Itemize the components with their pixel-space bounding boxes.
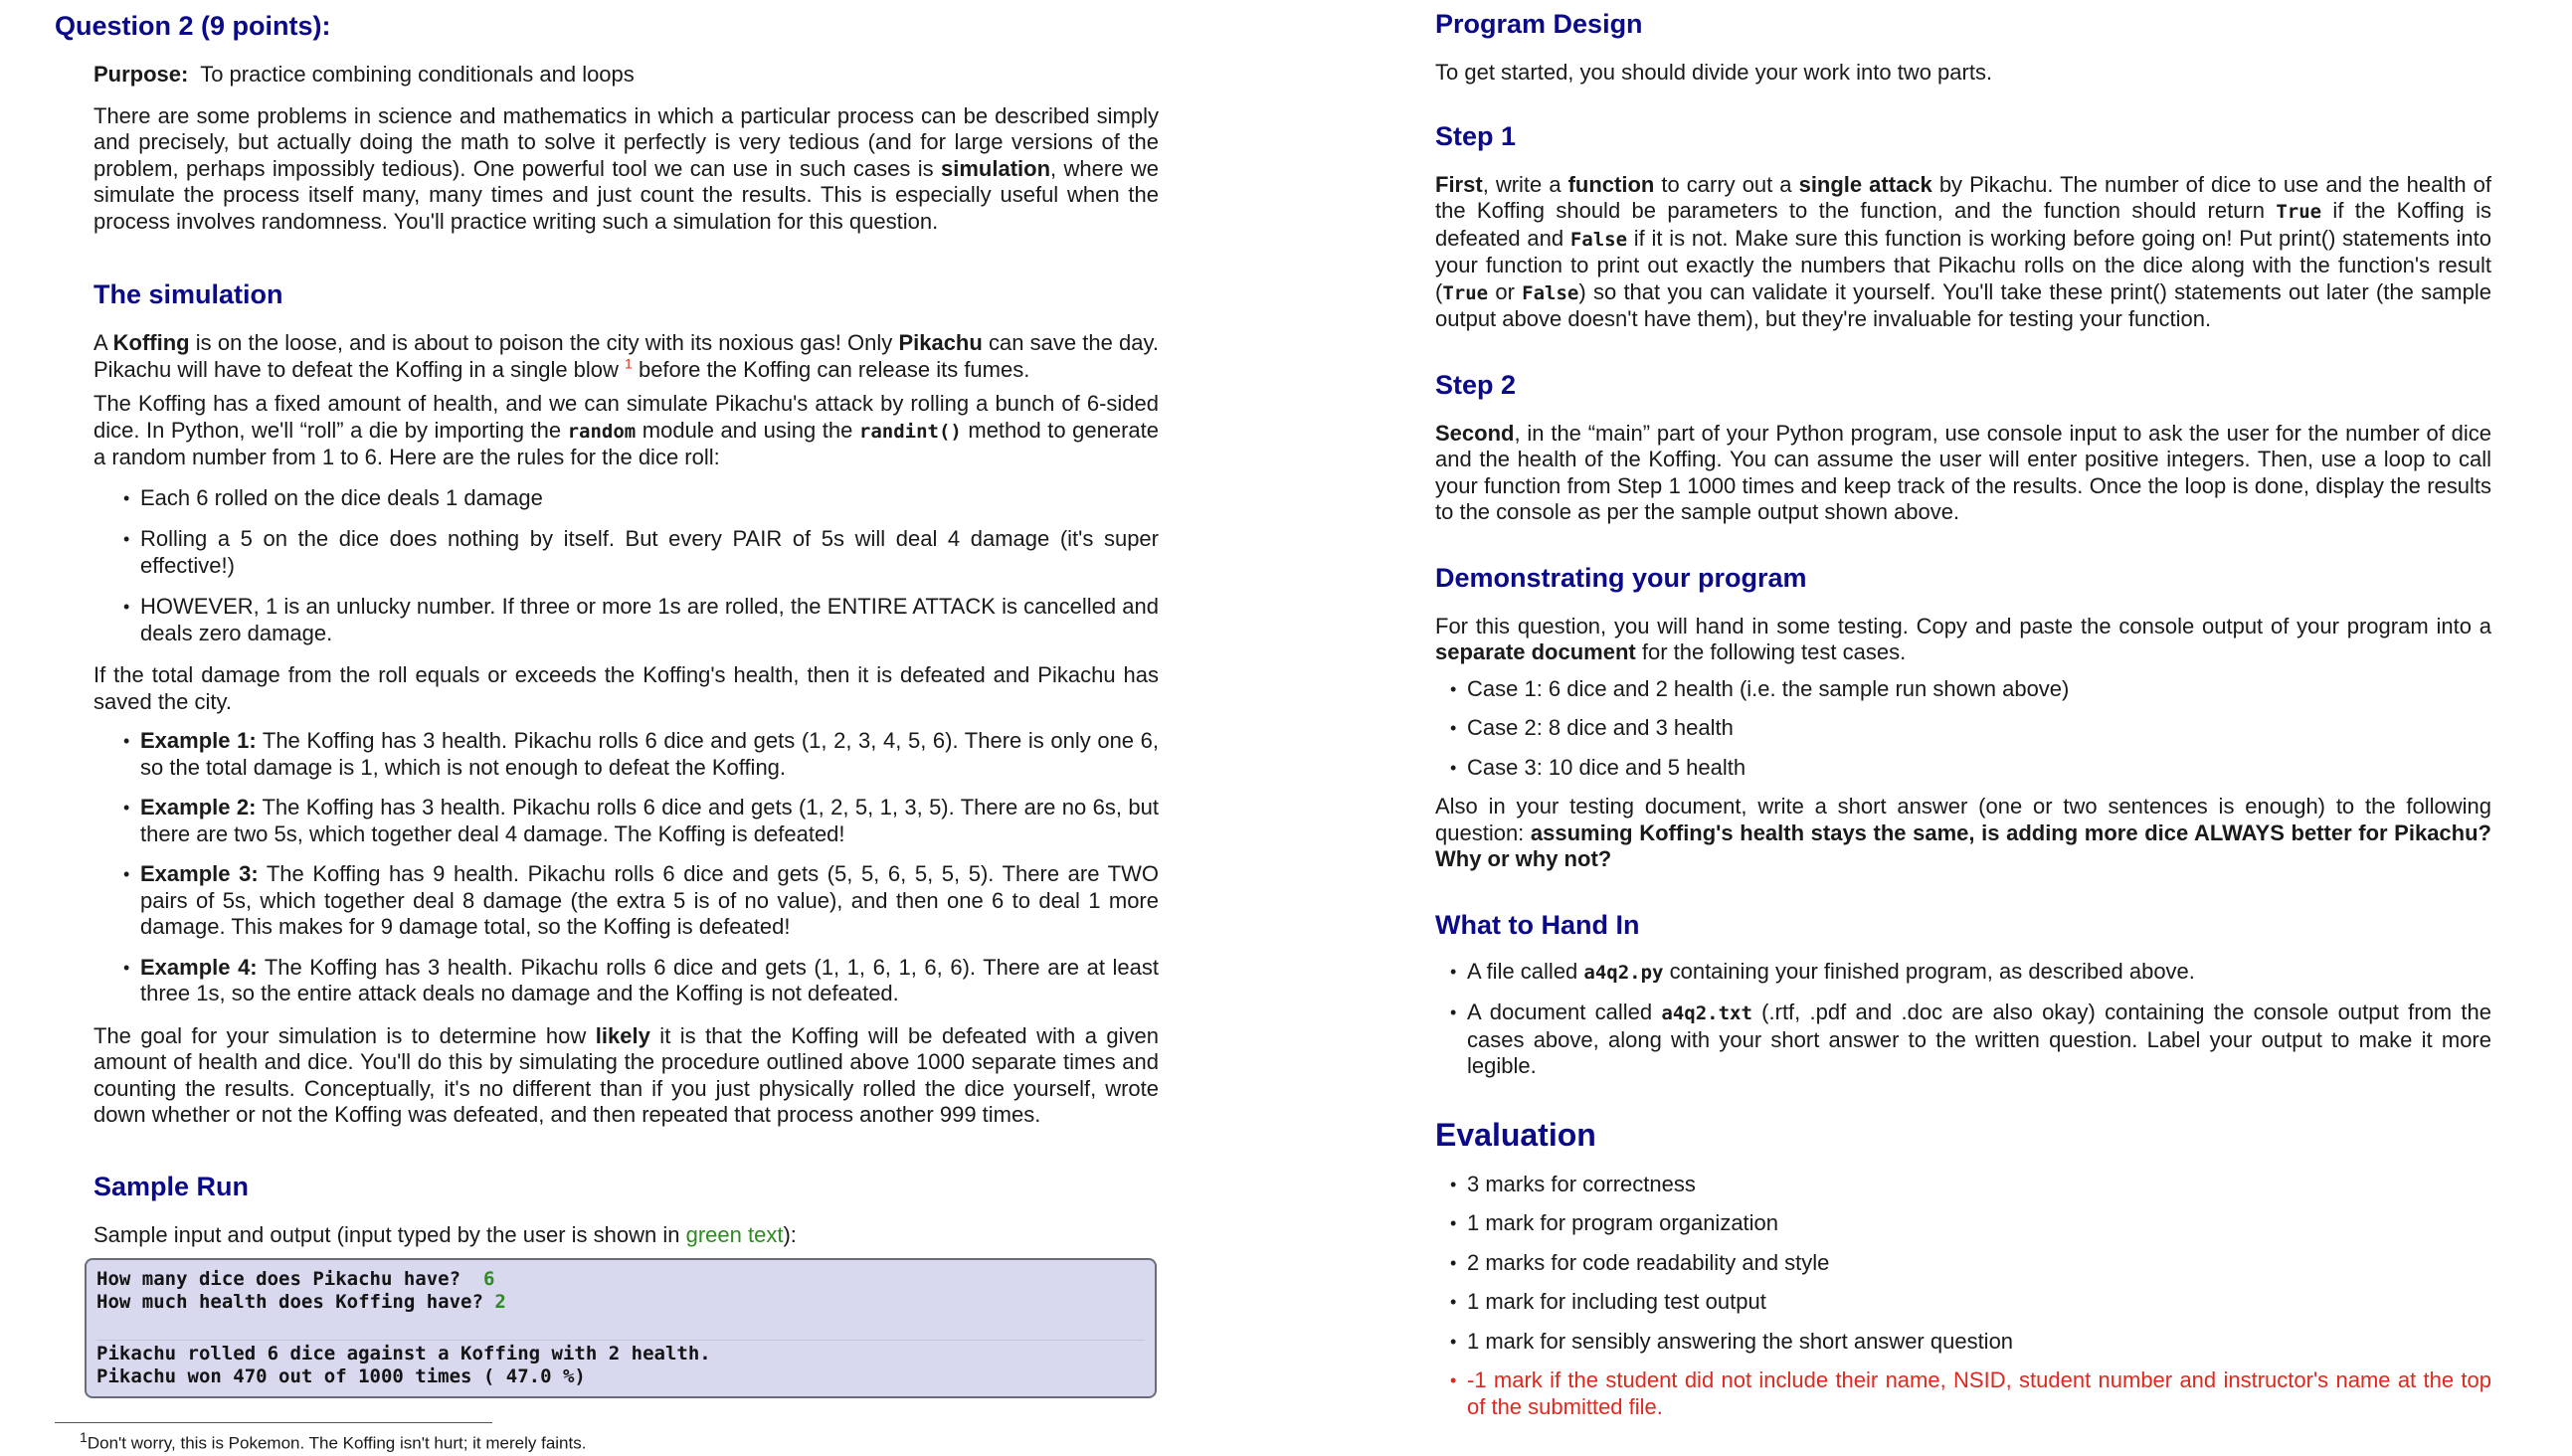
program-design-heading: Program Design — [1435, 9, 1643, 39]
footnote: $^1$Don't worry, this is Pokemon. The Koffing isn't hurt; it merely faints. — [80, 1430, 587, 1453]
examples-list — [55, 728, 1159, 1007]
code-line: How much health does Koffing have? 2 — [96, 1291, 506, 1313]
mark-item: • 1 mark for sensibly answering the short answer question — [1420, 1329, 2491, 1356]
simulation-paragraph-2: The Koffing has a fixed amount of health, and we can simulate Pikachu's attack by rolling a bunch of 6-sided dice. In Python, we'll “roll” a die by importing the random module and using the randint() method to generate a random number from 1 to 6. Here are the rules for the dice roll: — [93, 391, 1159, 469]
penalty-item: • -1 mark if the student did not include their name, NSID, student number and instructor's name at the top of the submitted file. — [1420, 1367, 2491, 1420]
test-case-item: • Case 3: 10 dice and 5 health — [1420, 755, 2491, 782]
rule-item: • Rolling a 5 on the dice does nothing by itself. But every PAIR of 5s will deal 4 damage (it's super effective!) — [93, 526, 1159, 579]
rule-item: • Each 6 rolled on the dice deals 1 damage — [93, 485, 1159, 512]
test-case-item: • Case 2: 8 dice and 3 health — [1420, 715, 2491, 742]
mark-item: • 3 marks for correctness — [1420, 1172, 2491, 1198]
total-damage-paragraph: If the total damage from the roll equals or exceeds the Koffing's health, then it is defeated and Pikachu has saved the city. — [93, 662, 1159, 714]
footnote-divider — [55, 1422, 492, 1423]
mark-item: • 1 mark for including test output — [1420, 1289, 2491, 1316]
evaluation-list — [1420, 1172, 2491, 1421]
goal-paragraph: The goal for your simulation is to determine how likely it is that the Koffing will be defeated with a given amount of health and dice. You'll do this by simulating the procedure outlined above 1000 separate times and counting the results. Conceptually, it's no different than if you just physically rolled the dice yourself, wrote down whether or not the Koffing was defeated, and then repeated that process another 999 times. — [93, 1022, 1159, 1127]
intro-paragraph: There are some problems in science and mathematics in which a particular process can be described simply and precisely, but actually doing the math to solve it perfectly is very tedious (and for large versions of the problem, perhaps impossibly tedious). One powerful tool we can use in such cases is simulation, where we simulate the process itself many, many times and just count the results. This is especially useful when the process involves randomness. You'll practice writing such a simulation for this question. — [93, 102, 1159, 234]
right-column — [1435, 0, 2491, 1420]
demonstrating-paragraph: For this question, you will hand in some testing. Copy and paste the console output of your program into a separate document for the following test cases. — [1435, 613, 2491, 664]
purpose-line — [55, 62, 1159, 89]
user-input: 6 — [482, 1268, 495, 1290]
step2-heading: Step 2 — [1435, 369, 1517, 400]
hand-in-heading: What to Hand In — [1435, 909, 1640, 940]
example-item: • Example 2: The Koffing has 3 health. Pikachu rolls 6 dice and gets (1, 2, 5, 1, 3, 5). There are no 6s, but there are two 5s, which together deal 4 damage. The Koffing is defeated! — [93, 795, 1159, 847]
example-item: • Example 4: The Koffing has 3 health. Pikachu rolls 6 dice and gets (1, 1, 6, 1, 6, 6). There are at least three 1s, so the entire attack deals no damage and the Koffing is not defeated. — [93, 955, 1159, 1007]
step1-heading: Step 1 — [1435, 120, 1517, 151]
rule-item: • HOWEVER, 1 is an unlucky number. If three or more 1s are rolled, the ENTIRE ATTACK is cancelled and deals zero damage. — [93, 594, 1159, 646]
test-case-item: • Case 1: 6 dice and 2 health (i.e. the sample run shown above) — [1420, 676, 2491, 703]
example-item: • Example 1: The Koffing has 3 health. Pikachu rolls 6 dice and gets (1, 2, 3, 4, 5, 6). There is only one 6, so the total damage is 1, which is not enough to defeat the Koffing. — [93, 728, 1159, 781]
test-cases-list — [1420, 676, 2491, 782]
rules-list — [55, 485, 1159, 647]
step2-paragraph: Second, in the “main” part of your Python program, use console input to ask the user for the number of dice and the health of the Koffing. You can assume the user will enter positive integers. Then, use a loop to call your function from Step 1 1000 times and keep track of the results. Once the loop is done, display the results to the console as per the sample output shown above. — [1435, 420, 2491, 524]
mark-item: • 1 mark for program organization — [1420, 1210, 2491, 1237]
evaluation-heading: Evaluation — [1435, 1116, 1596, 1153]
code-line: How many dice does Pikachu have? 6 — [96, 1268, 495, 1290]
sample-intro: Sample input and output (input typed by the user is shown in green text): — [93, 1221, 797, 1247]
demonstrating-heading: Demonstrating your program — [1435, 562, 1807, 593]
sample-output-box — [85, 1258, 1157, 1398]
hand-in-item: • A document called a4q2.txt (.rtf, .pdf and .doc are also okay) containing the console output from the cases above, along with your short answer to the written question. Label your output to make it more legible. — [1420, 1000, 2491, 1080]
inline-code-random: random — [567, 420, 637, 443]
left-column — [55, 0, 1159, 1455]
purpose-label: Purpose: — [93, 62, 189, 87]
code-line: Pikachu rolled 6 dice against a Koffing with 2 health. — [96, 1343, 711, 1365]
code-blank-line — [96, 1314, 1145, 1341]
program-design-text: To get started, you should divide your work into two parts. — [1435, 60, 1993, 85]
simulation-paragraph-1: A Koffing is on the loose, and is about to poison the city with its noxious gas! Only Pikachu can save the day. Pikachu will have to defeat the Koffing in a single blow $^1$ before the Koffing can release its fumes. — [93, 330, 1159, 382]
inline-code-randint: randint() — [858, 420, 962, 443]
hand-in-list — [1420, 959, 2491, 1080]
simulation-heading: The simulation — [93, 279, 283, 309]
example-item: • Example 3: The Koffing has 9 health. Pikachu rolls 6 dice and gets (5, 5, 6, 5, 5, 5). There are TWO pairs of 5s, which together deal 8 damage (the extra 5 is of no value), and then one 6 to deal 1 more damage. This makes for 9 damage total, so the Koffing is defeated! — [93, 861, 1159, 941]
user-input: 2 — [494, 1291, 506, 1313]
short-answer-paragraph: Also in your testing document, write a short answer (one or two sentences is enough) to the following question: assuming Koffing's health stays the same, is adding more dice ALWAYS better for Pikachu? Why or why not? — [1435, 794, 2491, 871]
mark-item: • 2 marks for code readability and style — [1420, 1250, 2491, 1277]
footnote-ref[interactable]: 1 — [625, 355, 633, 372]
purpose-text: To practice combining conditionals and loops — [200, 62, 635, 87]
hand-in-item: • A file called a4q2.py containing your finished program, as described above. — [1420, 959, 2491, 987]
code-line: Pikachu won 470 out of 1000 times ( 47.0 %) — [96, 1365, 586, 1387]
sample-run-heading: Sample Run — [93, 1171, 250, 1201]
question-title: Question 2 (9 points): — [55, 11, 331, 41]
step1-paragraph: First, write a function to carry out a single attack by Pikachu. The number of dice to use and the health of the Koffing should be parameters to the function, and the function should return True if the Koffing is defeated and False if it is not. Make sure this function is working before going on! Put print() statements into your function to print out exactly the numbers that Pikachu rolls on the dice along with the function's result (True or False) so that you can validate it yourself. You'll take these print() statements out later (the sample output above doesn't have them), but they're invaluable for testing your function. — [1435, 171, 2491, 331]
